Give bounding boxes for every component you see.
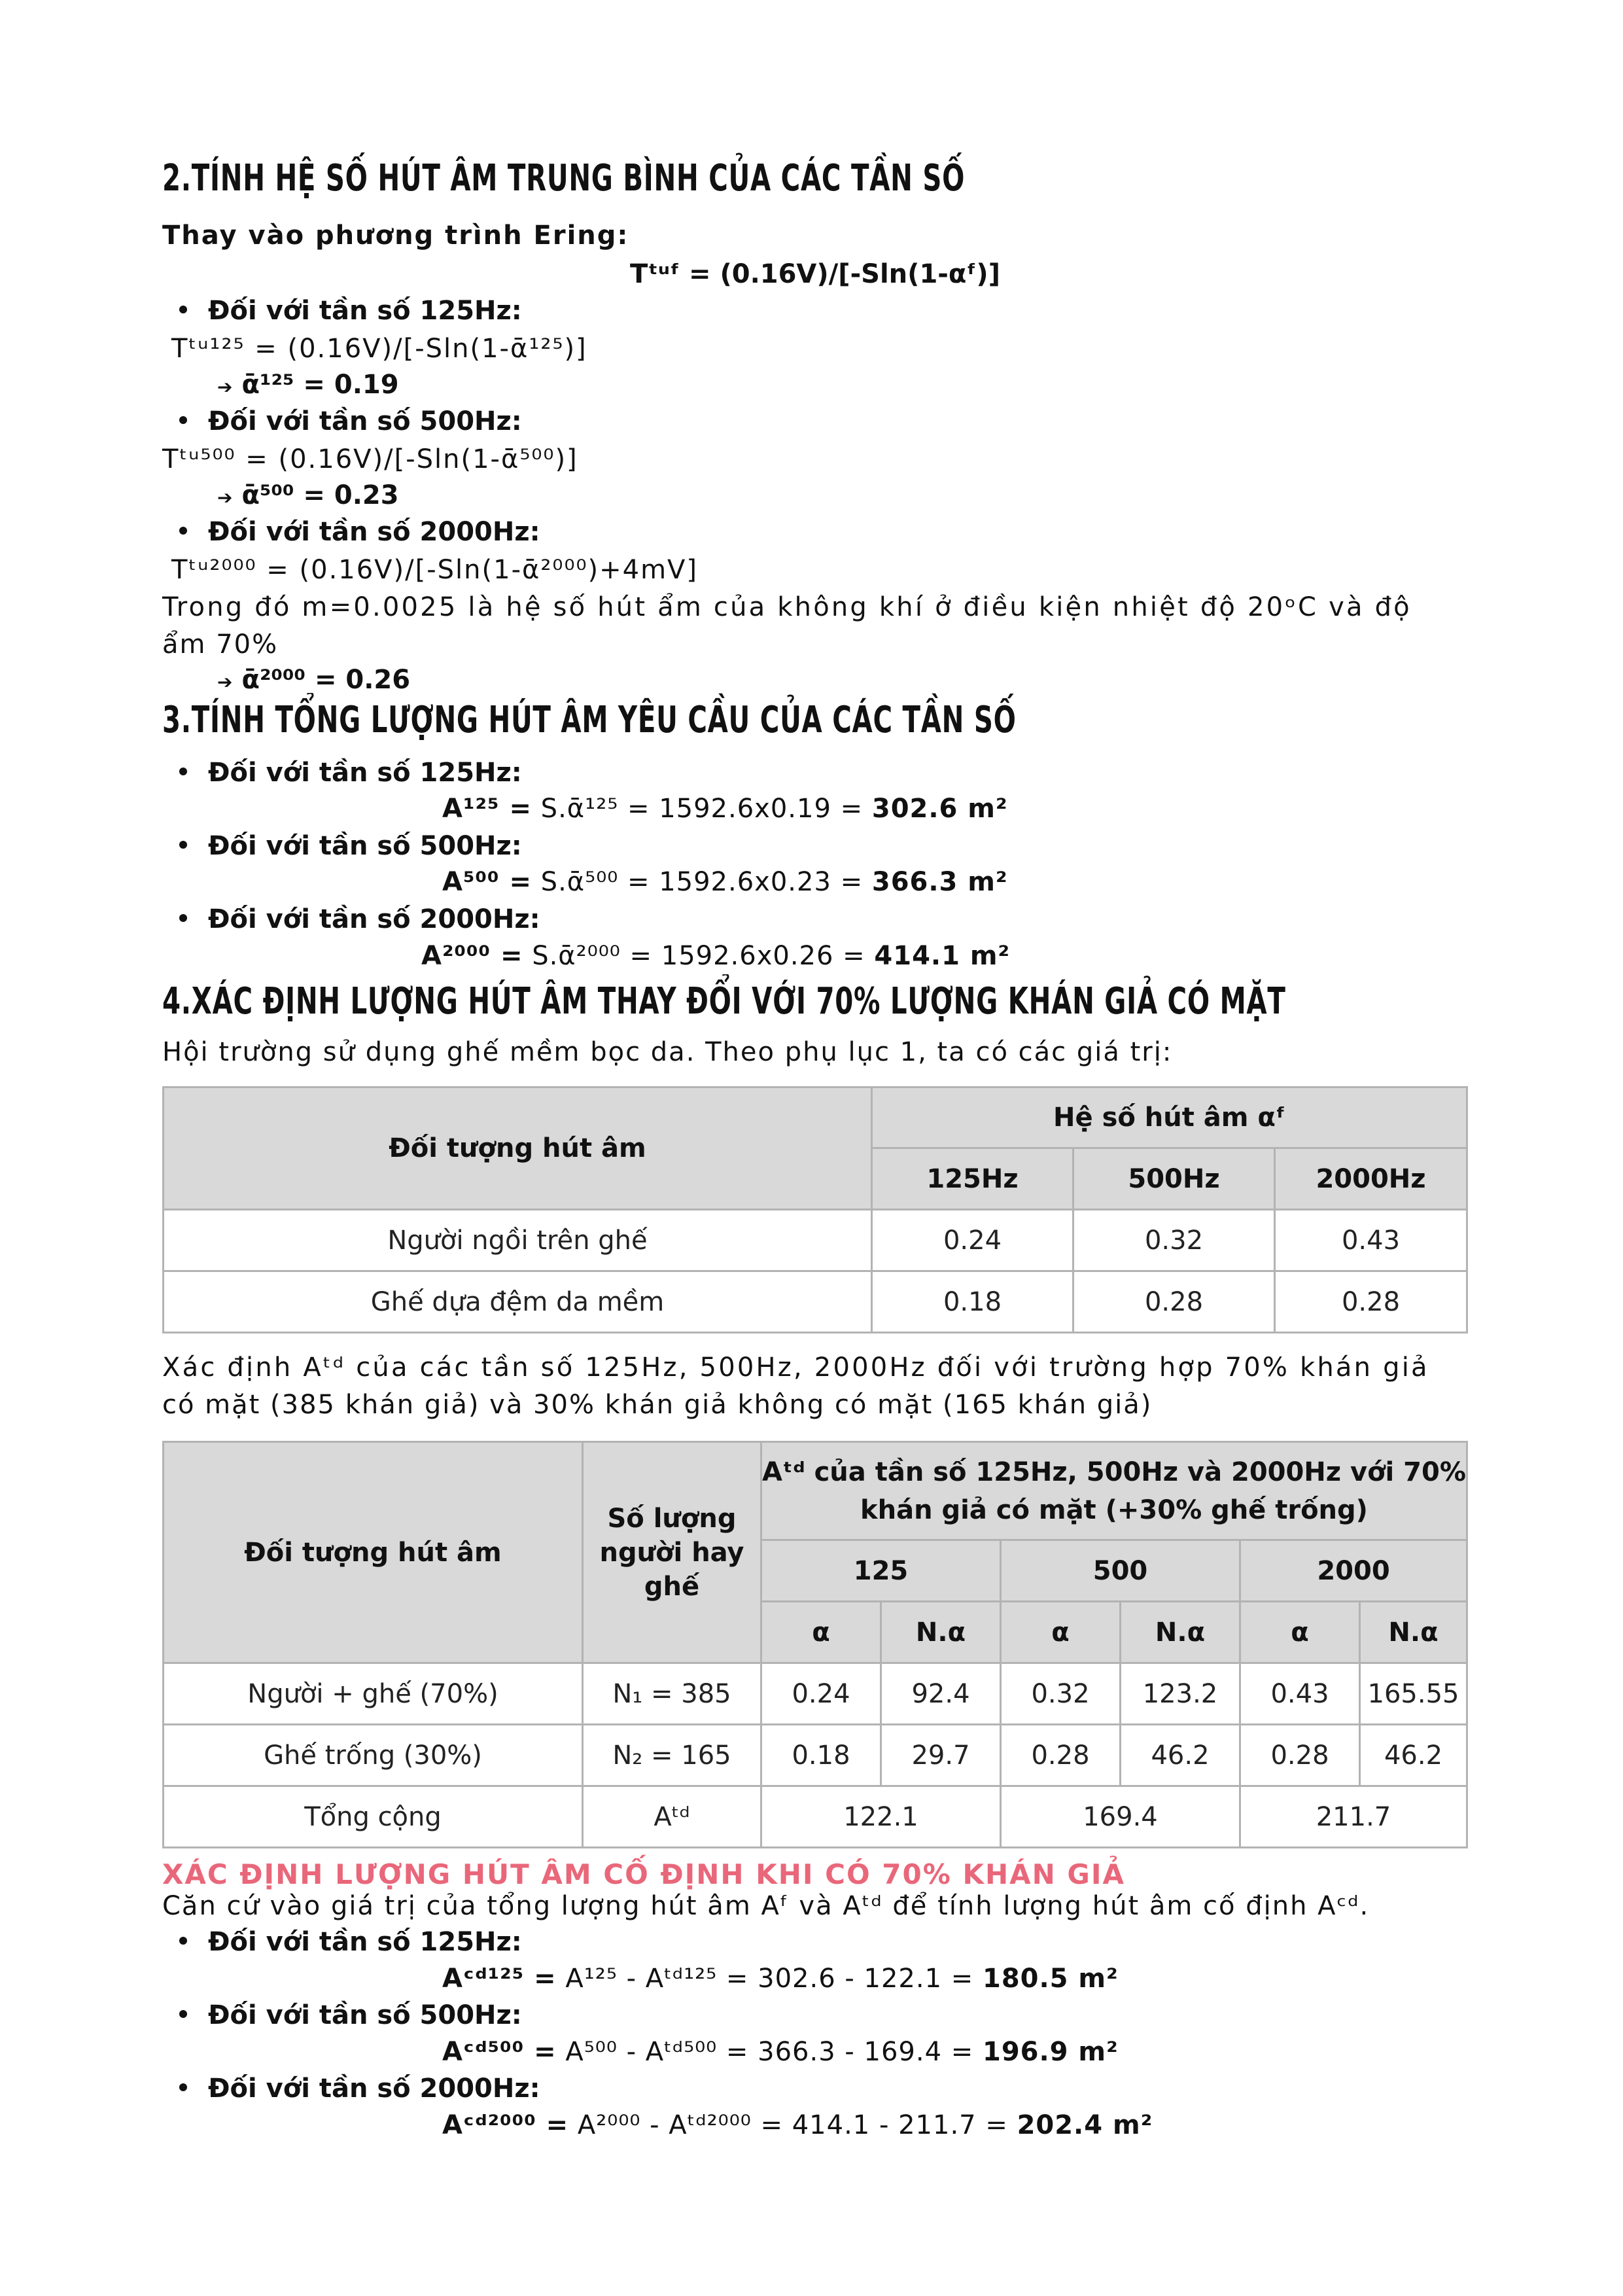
- formula-line: Aᶜᵈ¹²⁵ = A¹²⁵ - Aᵗᵈ¹²⁵ = 302.6 - 122.1 = 180.5 m²: [442, 1964, 1119, 1994]
- bullet-item: Đối với tần số 125Hz:: [179, 758, 522, 788]
- table-row: [164, 1271, 1467, 1333]
- table-header-object: Đối tượng hút âm: [164, 1087, 872, 1210]
- section-heading: 3.TÍNH TỔNG LƯỢNG HÚT ÂM YÊU CẦU CỦA CÁC TẦN SỐ: [162, 699, 1017, 741]
- table-cell: 0.18: [872, 1271, 1073, 1333]
- bullet-dot-icon: [179, 914, 187, 922]
- table-subheader: N.α: [1121, 1602, 1240, 1663]
- bullet-dot-icon: [179, 306, 187, 313]
- bullet-item: Đối với tần số 2000Hz:: [179, 904, 540, 934]
- table-cell: 122.1: [761, 1786, 1001, 1848]
- table-header-group: Aᵗᵈ của tần số 125Hz, 500Hz và 2000Hz với 70% khán giả có mặt (+30% ghế trống): [761, 1442, 1467, 1540]
- table-header-freq: 125Hz: [872, 1148, 1073, 1210]
- table-row: [164, 1663, 1467, 1725]
- ering-formula: Tᵗᵘᶠ = (0.16V)/[-Sln(1-αᶠ)]: [630, 259, 1000, 289]
- table-cell: 0.32: [1001, 1663, 1121, 1725]
- bullet-item: Đối với tần số 500Hz:: [179, 831, 522, 861]
- bullet-dot-icon: [179, 416, 187, 424]
- table-header-freq: 2000Hz: [1275, 1148, 1467, 1210]
- table-cell: 0.18: [761, 1725, 881, 1786]
- table-cell: 0.28: [1001, 1725, 1121, 1786]
- subsection-heading: XÁC ĐỊNH LƯỢNG HÚT ÂM CỐ ĐỊNH KHI CÓ 70% KHÁN GIẢ: [162, 1858, 1126, 1890]
- formula-line: A¹²⁵ = S.ᾱ¹²⁵ = 1592.6x0.19 = 302.6 m²: [442, 794, 1008, 824]
- table-header-freq: 500: [1001, 1540, 1240, 1602]
- equation-text: Tᵗᵘ²⁰⁰⁰ = (0.16V)/[-Sln(1-ᾱ²⁰⁰⁰)+4mV]: [171, 555, 699, 585]
- result-line: ➔ ᾱ⁵⁰⁰ = 0.23: [217, 480, 399, 510]
- formula-line: A²⁰⁰⁰ = S.ᾱ²⁰⁰⁰ = 1592.6x0.26 = 414.1 m²: [421, 941, 1011, 971]
- table-subheader: α: [1240, 1602, 1360, 1663]
- intro-text: Căn cứ vào giá trị của tổng lượng hút âm Aᶠ và Aᵗᵈ để tính lượng hút âm cố định Aᶜᵈ.: [162, 1891, 1370, 1921]
- table-cell: Aᵗᵈ: [583, 1786, 761, 1848]
- bullet-item: Đối với tần số 2000Hz:: [179, 2074, 540, 2104]
- table-cell: 92.4: [881, 1663, 1001, 1725]
- equation-text: Tᵗᵘ⁵⁰⁰ = (0.16V)/[-Sln(1-ᾱ⁵⁰⁰)]: [162, 444, 578, 474]
- table-cell: 0.28: [1275, 1271, 1467, 1333]
- table-cell: 29.7: [881, 1725, 1001, 1786]
- arrow-right-icon: ➔: [217, 376, 233, 398]
- table-cell: 165.55: [1360, 1663, 1467, 1725]
- result-line: ➔ ᾱ²⁰⁰⁰ = 0.26: [217, 665, 411, 695]
- table-header-freq: 2000: [1240, 1540, 1467, 1602]
- bullet-dot-icon: [179, 768, 187, 775]
- table-cell: N₁ = 385: [583, 1663, 761, 1725]
- table-subheader: α: [761, 1602, 881, 1663]
- bullet-item: Đối với tần số 125Hz:: [179, 296, 522, 326]
- table-header-count: Số lượng người hay ghế: [583, 1442, 761, 1663]
- table-cell: 0.43: [1275, 1210, 1467, 1271]
- arrow-right-icon: ➔: [217, 671, 233, 693]
- result-line: ➔ ᾱ¹²⁵ = 0.19: [217, 370, 399, 400]
- note-text: Trong đó m=0.0025 là hệ số hút ẩm của không khí ở điều kiện nhiệt độ 20ᵒC và độ: [162, 592, 1412, 622]
- bullet-item: Đối với tần số 2000Hz:: [179, 517, 540, 547]
- note-text: ẩm 70%: [162, 629, 279, 660]
- absorption-coefficient-table: [162, 1086, 1468, 1333]
- table-cell: 169.4: [1001, 1786, 1240, 1848]
- bullet-dot-icon: [179, 841, 187, 849]
- table-header-object: Đối tượng hút âm: [164, 1442, 583, 1663]
- section-heading: 2.TÍNH HỆ SỐ HÚT ÂM TRUNG BÌNH CỦA CÁC TẦN SỐ: [162, 157, 966, 200]
- table-cell: 0.24: [872, 1210, 1073, 1271]
- table-header-group: Hệ số hút âm αᶠ: [872, 1087, 1467, 1148]
- table-header-freq: 125: [761, 1540, 1001, 1602]
- table-cell: Tổng cộng: [164, 1786, 583, 1848]
- bullet-dot-icon: [179, 2010, 187, 2018]
- paragraph-text: có mặt (385 khán giả) và 30% khán giả không có mặt (165 khán giả): [162, 1390, 1153, 1420]
- table-cell: 0.28: [1073, 1271, 1275, 1333]
- td-absorption-table: [162, 1441, 1468, 1848]
- intro-text: Hội trường sử dụng ghế mềm bọc da. Theo phụ lục 1, ta có các giá trị:: [162, 1037, 1173, 1067]
- table-subheader: N.α: [881, 1602, 1001, 1663]
- table-cell: Ghế dựa đệm da mềm: [164, 1271, 872, 1333]
- table-cell: Người ngồi trên ghế: [164, 1210, 872, 1271]
- table-cell: 0.32: [1073, 1210, 1275, 1271]
- table-cell: 0.43: [1240, 1663, 1360, 1725]
- table-cell: Người + ghế (70%): [164, 1663, 583, 1725]
- formula-line: Aᶜᵈ⁵⁰⁰ = A⁵⁰⁰ - Aᵗᵈ⁵⁰⁰ = 366.3 - 169.4 = 196.9 m²: [442, 2037, 1119, 2067]
- table-cell: Ghế trống (30%): [164, 1725, 583, 1786]
- bullet-item: Đối với tần số 500Hz:: [179, 406, 522, 436]
- bullet-dot-icon: [179, 1937, 187, 1945]
- table-cell: 211.7: [1240, 1786, 1467, 1848]
- section-heading: 4.XÁC ĐỊNH LƯỢNG HÚT ÂM THAY ĐỔI VỚI 70% LƯỢNG KHÁN GIẢ CÓ MẶT: [162, 980, 1286, 1023]
- bullet-dot-icon: [179, 2083, 187, 2091]
- bullet-dot-icon: [179, 527, 187, 535]
- table-row-total: [164, 1786, 1467, 1848]
- bullet-item: Đối với tần số 500Hz:: [179, 2000, 522, 2030]
- formula-line: Aᶜᵈ²⁰⁰⁰ = A²⁰⁰⁰ - Aᵗᵈ²⁰⁰⁰ = 414.1 - 211.7 = 202.4 m²: [442, 2110, 1153, 2140]
- table-cell: 123.2: [1121, 1663, 1240, 1725]
- table-cell: 0.28: [1240, 1725, 1360, 1786]
- table-header-freq: 500Hz: [1073, 1148, 1275, 1210]
- table-cell: 46.2: [1121, 1725, 1240, 1786]
- table-cell: 46.2: [1360, 1725, 1467, 1786]
- table-row: [164, 1210, 1467, 1271]
- arrow-right-icon: ➔: [217, 487, 233, 508]
- table-subheader: N.α: [1360, 1602, 1467, 1663]
- bullet-item: Đối với tần số 125Hz:: [179, 1927, 522, 1957]
- equation-text: Tᵗᵘ¹²⁵ = (0.16V)/[-Sln(1-ᾱ¹²⁵)]: [171, 334, 587, 364]
- paragraph-text: Xác định Aᵗᵈ của các tần số 125Hz, 500Hz, 2000Hz đối với trường hợp 70% khán giả: [162, 1352, 1429, 1383]
- table-subheader: α: [1001, 1602, 1121, 1663]
- formula-line: A⁵⁰⁰ = S.ᾱ⁵⁰⁰ = 1592.6x0.23 = 366.3 m²: [442, 867, 1008, 897]
- intro-text: Thay vào phương trình Ering:: [162, 221, 629, 251]
- table-cell: 0.24: [761, 1663, 881, 1725]
- table-row: [164, 1725, 1467, 1786]
- table-cell: N₂ = 165: [583, 1725, 761, 1786]
